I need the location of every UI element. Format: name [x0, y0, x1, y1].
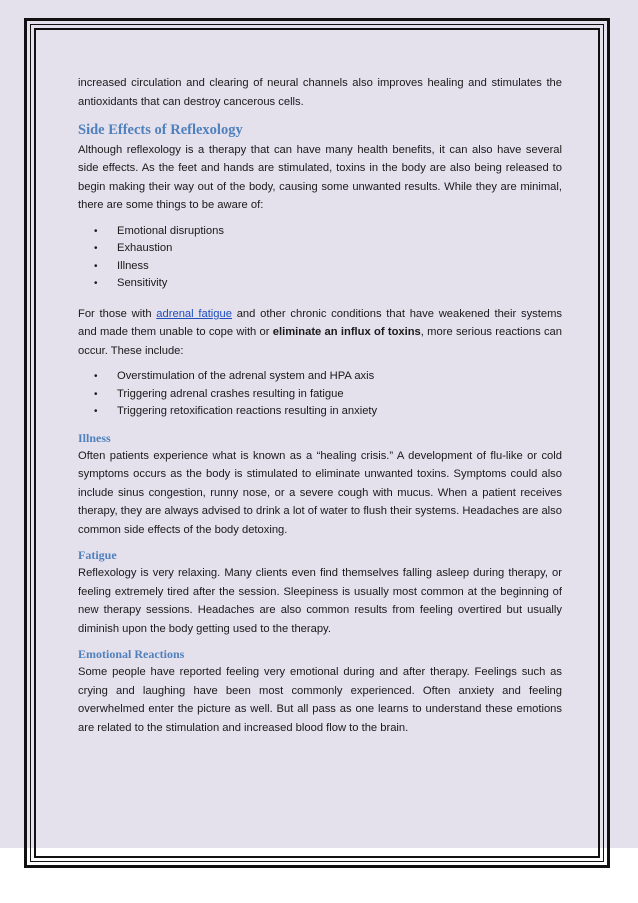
fatigue-paragraph: Reflexology is very relaxing. Many clients even find themselves falling asleep during therapy, or feeling extremely tired after the session. Sleepiness is usually most common at the beginning of new therapy sessions. Headaches are also common results from feeling overtired but usually diminish upon the body getting used to the therapy.: [78, 567, 562, 635]
side-effects-list: [78, 223, 562, 293]
serious-reactions-list: [78, 368, 562, 421]
list-item: • Overstimulation of the adrenal system and HPA axis: [78, 368, 562, 386]
bullet-icon: •: [94, 406, 98, 417]
side-effects-heading: Side Effects of Reflexology: [78, 122, 243, 138]
bullet-icon: •: [94, 225, 98, 237]
list-item: • Exhaustion: [78, 240, 562, 258]
emotional-reactions-heading: Emotional Reactions: [78, 647, 185, 661]
chronic-conditions-paragraph: For those with adrenal fatigue and other chronic conditions that have weakened their systems and made them unable to cope with or eliminate an influx of toxins, more serious reactions can occur. These include:: [78, 307, 563, 357]
list-item: • Illness: [78, 258, 562, 276]
fatigue-heading: Fatigue: [78, 548, 117, 562]
list-item: • Sensitivity: [78, 275, 562, 293]
bullet-icon: •: [94, 388, 98, 400]
illness-paragraph: Often patients experience what is known as a “healing crisis.” A development of flu-like or cold symptoms occurs as the body is stimulated to eliminate unwanted toxins. Symptoms could also include sinus congestion, runny nose, or a severe cough with mucus. When a patient receives therapy, they are always advised to drink a lot of water to flush their systems. Headaches are also common side effects of the body detoxing.: [78, 449, 562, 536]
bullet-icon: •: [94, 243, 98, 254]
list-item: • Emotional disruptions: [78, 223, 562, 241]
list-item: • Triggering retoxification reactions resulting in anxiety: [78, 403, 562, 421]
emotional-reactions-paragraph: Some people have reported feeling very emotional during and after therapy. Feelings such as crying and laughing have been most commonly experienced. Often anxiety and feeling overwhelmed enter the picture as well. But all pass as one learns to understand these emotions are related to the stimulation and increased blood flow to the brain.: [78, 666, 562, 734]
bullet-icon: •: [94, 371, 98, 382]
bold-phrase: eliminate an influx of toxins: [272, 326, 421, 338]
adrenal-fatigue-link[interactable]: adrenal fatigue: [156, 307, 232, 320]
bullet-icon: •: [94, 278, 98, 289]
bullet-icon: •: [94, 260, 98, 272]
intro-paragraph: increased circulation and clearing of neural channels also improves healing and stimulates the antioxidants that can destroy cancerous cells.: [78, 77, 562, 108]
illness-heading: Illness: [78, 430, 111, 445]
document-body: [78, 74, 562, 737]
side-effects-paragraph: Although reflexology is a therapy that can have many health benefits, it can also have several side effects. As the feet and hands are stimulated, toxins in the body are also being released to begin making their way out of the body, causing some unwanted results. While they are minimal, there are some things to be aware of:: [78, 143, 562, 211]
list-item: • Triggering adrenal crashes resulting in fatigue: [78, 386, 562, 404]
